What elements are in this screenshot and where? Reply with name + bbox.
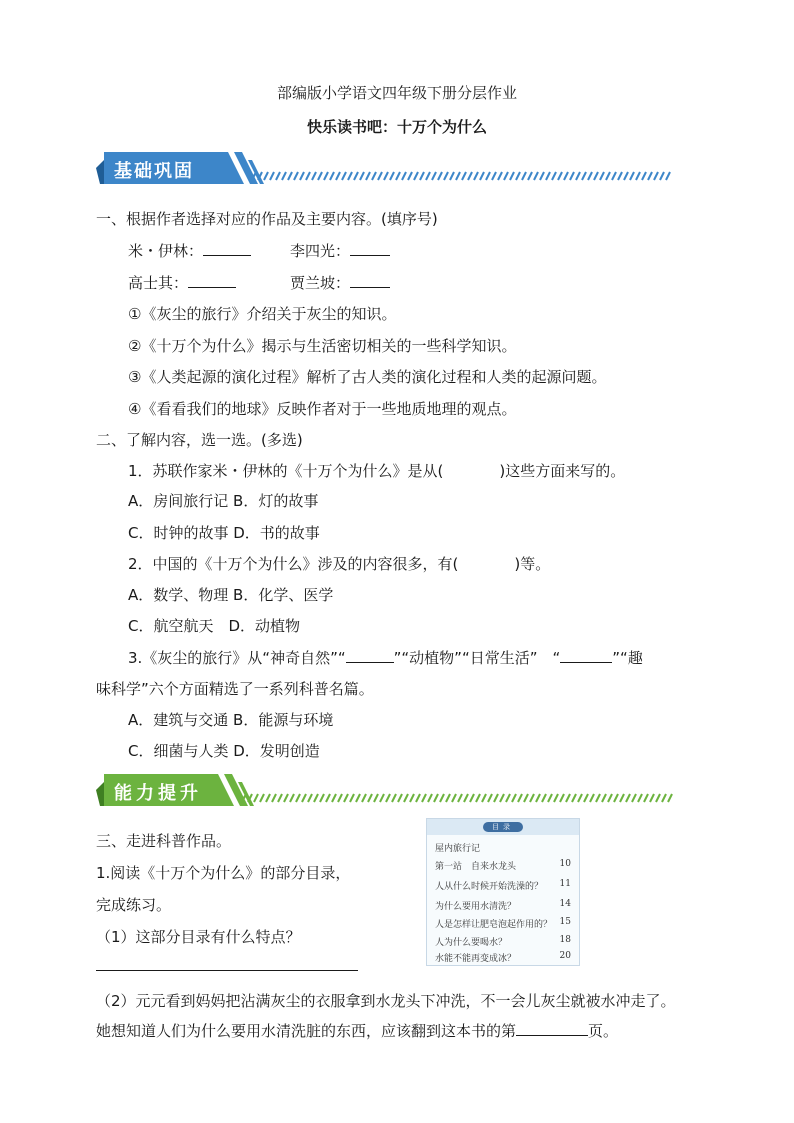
- toc-item: [435, 917, 571, 929]
- toc-item-title: 第一站 自来水龙头: [435, 862, 517, 872]
- q1-author-1: [128, 240, 251, 261]
- toc-item-page: 14: [559, 899, 571, 909]
- toc-item-page: 20: [559, 951, 571, 961]
- q2-sub3-text-mid: ”“动植物”“日常生活” “: [393, 649, 561, 667]
- q1-option: ②《十万个为什么》揭示与生活密切相关的一些科学知识。: [128, 337, 517, 355]
- toc-item-title: 人从什么时候开始洗澡的？: [435, 882, 544, 892]
- toc-item: [435, 899, 571, 911]
- author-label: 米・伊林：: [128, 242, 204, 260]
- q2-sub1-options-row2: C．时钟的故事 D．书的故事: [128, 524, 320, 542]
- answer-line[interactable]: [96, 970, 358, 971]
- q1-option: ③《人类起源的演化过程》解析了古人类的演化过程和人类的起源问题。: [128, 368, 607, 386]
- q2-sub1-text: 1．苏联作家米・伊林的《十万个为什么》是从(: [128, 462, 444, 480]
- q2-sub2-options-row2: C．航空航天 D．动植物: [128, 617, 301, 635]
- toc-image: [426, 818, 580, 966]
- q1-option: ④《看看我们的地球》反映作者对于一些地质地理的观点。: [128, 400, 517, 418]
- toc-section-title: 屋内旅行记: [435, 844, 481, 854]
- q2-sub1-options-row1: A．房间旅行记 B．灯的故事: [128, 492, 319, 510]
- document-subtitle: 快乐读书吧：十万个为什么: [306, 118, 487, 136]
- toc-heading: 目录: [483, 822, 523, 832]
- q3-sub2-text: 她想知道人们为什么要用水清洗脏的东西，应该翻到这本书的第: [96, 1022, 517, 1040]
- q1-option: ①《灰尘的旅行》介绍关于灰尘的知识。: [128, 305, 397, 323]
- toc-item: [435, 859, 571, 871]
- author-label: 贾兰坡：: [290, 274, 351, 292]
- answer-blank[interactable]: [203, 241, 251, 256]
- q2-sub3-options-row1: A．建筑与交通 B．能源与环境: [128, 711, 334, 729]
- q3-intro-line2: 完成练习。: [96, 896, 172, 914]
- q3-sub1: （1）这部分目录有什么特点？: [96, 928, 301, 946]
- q3-intro-line1: 1.阅读《十万个为什么》的部分目录，: [96, 864, 351, 882]
- q2-sub3-continued: 味科学”六个方面精选了一系列科普名篇。: [96, 680, 374, 698]
- section-title-basic: 基础巩固: [114, 161, 194, 182]
- answer-blank[interactable]: [188, 273, 236, 288]
- q2-sub1-text-end: )这些方面来写的。: [499, 462, 626, 480]
- toc-item-title: 为什么要用水清洗？: [435, 902, 517, 912]
- answer-blank[interactable]: [560, 648, 612, 663]
- toc-item-title: 人为什么要喝水？: [435, 938, 508, 948]
- q2-sub2-options-row1: A．数学、物理 B．化学、医学: [128, 586, 334, 604]
- answer-blank[interactable]: [516, 1021, 588, 1036]
- q3-sub2-text-end: 页。: [588, 1022, 619, 1040]
- answer-blank[interactable]: [350, 273, 390, 288]
- q2-sub3-text: 3.《灰尘的旅行》从“神奇自然”“: [128, 649, 346, 667]
- answer-blank[interactable]: [350, 241, 390, 256]
- q3-sub2: （2）元元看到妈妈把沾满灰尘的衣服拿到水龙头下冲洗，不一会儿灰尘就被水冲走了。: [96, 992, 676, 1010]
- document-title: 部编版小学语文四年级下册分层作业: [276, 84, 517, 102]
- answer-blank[interactable]: [346, 648, 394, 663]
- toc-item-page: 10: [559, 859, 571, 869]
- q3-stem: 三、走进科普作品。: [96, 832, 232, 850]
- q2-sub2-text: 2．中国的《十万个为什么》涉及的内容很多，有(: [128, 555, 459, 573]
- q1-author-4: [290, 272, 390, 293]
- author-label: 高士其：: [128, 274, 189, 292]
- section-title-advanced: 能力提升: [114, 783, 202, 804]
- q2-stem: 二、了解内容，选一选。(多选): [96, 431, 303, 449]
- q2-sub3: [128, 647, 643, 668]
- toc-header: [427, 819, 579, 835]
- section-banner-advanced: [96, 772, 676, 812]
- author-label: 李四光：: [290, 242, 351, 260]
- q2-sub3-text-end: ”“趣: [612, 649, 643, 667]
- toc-item-title: 人是怎样让肥皂泡起作用的？: [435, 920, 553, 930]
- toc-item-title: 水能不能再变成冰？: [435, 954, 517, 964]
- toc-item: [435, 935, 571, 947]
- q3-sub2-continued: [96, 1020, 618, 1041]
- toc-item-page: 11: [559, 879, 571, 889]
- toc-item-page: 18: [559, 935, 571, 945]
- q2-sub3-options-row2: C．细菌与人类 D．发明创造: [128, 742, 320, 760]
- section-banner-basic: [96, 150, 676, 190]
- toc-item: [435, 879, 571, 891]
- q2-sub1: [128, 460, 625, 481]
- toc-item: [435, 951, 571, 963]
- q1-stem: 一、根据作者选择对应的作品及主要内容。(填序号): [96, 210, 438, 228]
- toc-item-page: 15: [559, 917, 571, 927]
- q2-sub2: [128, 553, 550, 574]
- q1-author-3: [128, 272, 236, 293]
- q1-author-2: [290, 240, 390, 261]
- q2-sub2-text-end: )等。: [514, 555, 551, 573]
